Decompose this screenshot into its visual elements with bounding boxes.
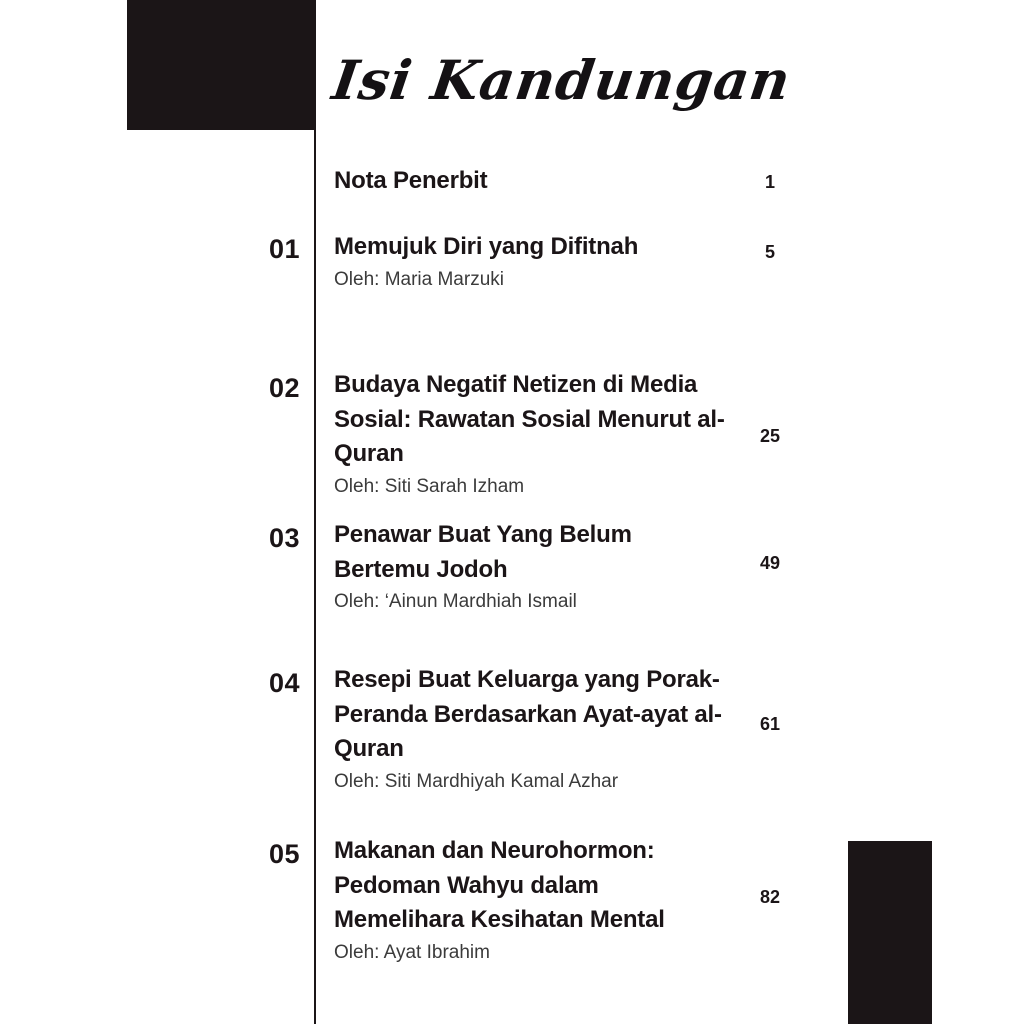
list-item xyxy=(0,626,1024,801)
entry-content xyxy=(334,230,734,293)
entry-number: 04 xyxy=(268,668,300,698)
entry-title: Budaya Negatif Netizen di Media Sosial: Rawatan Sosial Menurut al-Quran xyxy=(334,371,725,468)
entry-content xyxy=(334,834,734,966)
entry-author: Oleh: Ayat Ibrahim xyxy=(334,941,490,963)
entry-title: Nota Penerbit xyxy=(334,167,488,194)
entry-author: Oleh: Maria Marzuki xyxy=(334,268,504,290)
list-item xyxy=(0,150,1024,222)
list-item xyxy=(0,222,1024,323)
entry-content xyxy=(334,164,734,201)
entry-number: 02 xyxy=(268,373,300,403)
entry-title: Makanan dan Neurohormon: Pedoman Wahyu dalam Memelihara Kesihatan Mental xyxy=(334,837,665,934)
entry-page-number: 49 xyxy=(759,553,781,573)
entry-page-number: 61 xyxy=(759,714,781,734)
list-item xyxy=(0,801,1024,981)
entry-title: Memujuk Diri yang Difitnah xyxy=(334,233,639,260)
page-title: Isi Kandungan xyxy=(328,48,795,112)
entry-title: Penawar Buat Yang Belum Bertemu Jodoh xyxy=(334,521,632,583)
list-item xyxy=(0,323,1024,497)
entry-number: 03 xyxy=(268,523,300,553)
toc-list xyxy=(0,150,1024,981)
entry-content xyxy=(334,663,734,795)
entry-page-number: 25 xyxy=(759,426,781,446)
entry-author: Oleh: Siti Sarah Izham xyxy=(334,475,525,497)
entry-page-number: 5 xyxy=(764,242,775,262)
entry-number: 05 xyxy=(268,839,300,869)
decorative-block-top-left xyxy=(127,0,315,130)
entry-page-number: 1 xyxy=(764,172,775,192)
entry-number: 01 xyxy=(268,234,300,264)
entry-content xyxy=(334,518,734,616)
entry-author: Oleh: ‘Ainun Mardhiah Ismail xyxy=(334,591,577,613)
list-item xyxy=(0,481,1024,626)
entry-author: Oleh: Siti Mardhiyah Kamal Azhar xyxy=(334,770,619,792)
entry-page-number: 82 xyxy=(759,887,781,907)
entry-title: Resepi Buat Keluarga yang Porak-Peranda Berdasarkan Ayat-ayat al-Quran xyxy=(334,666,722,763)
